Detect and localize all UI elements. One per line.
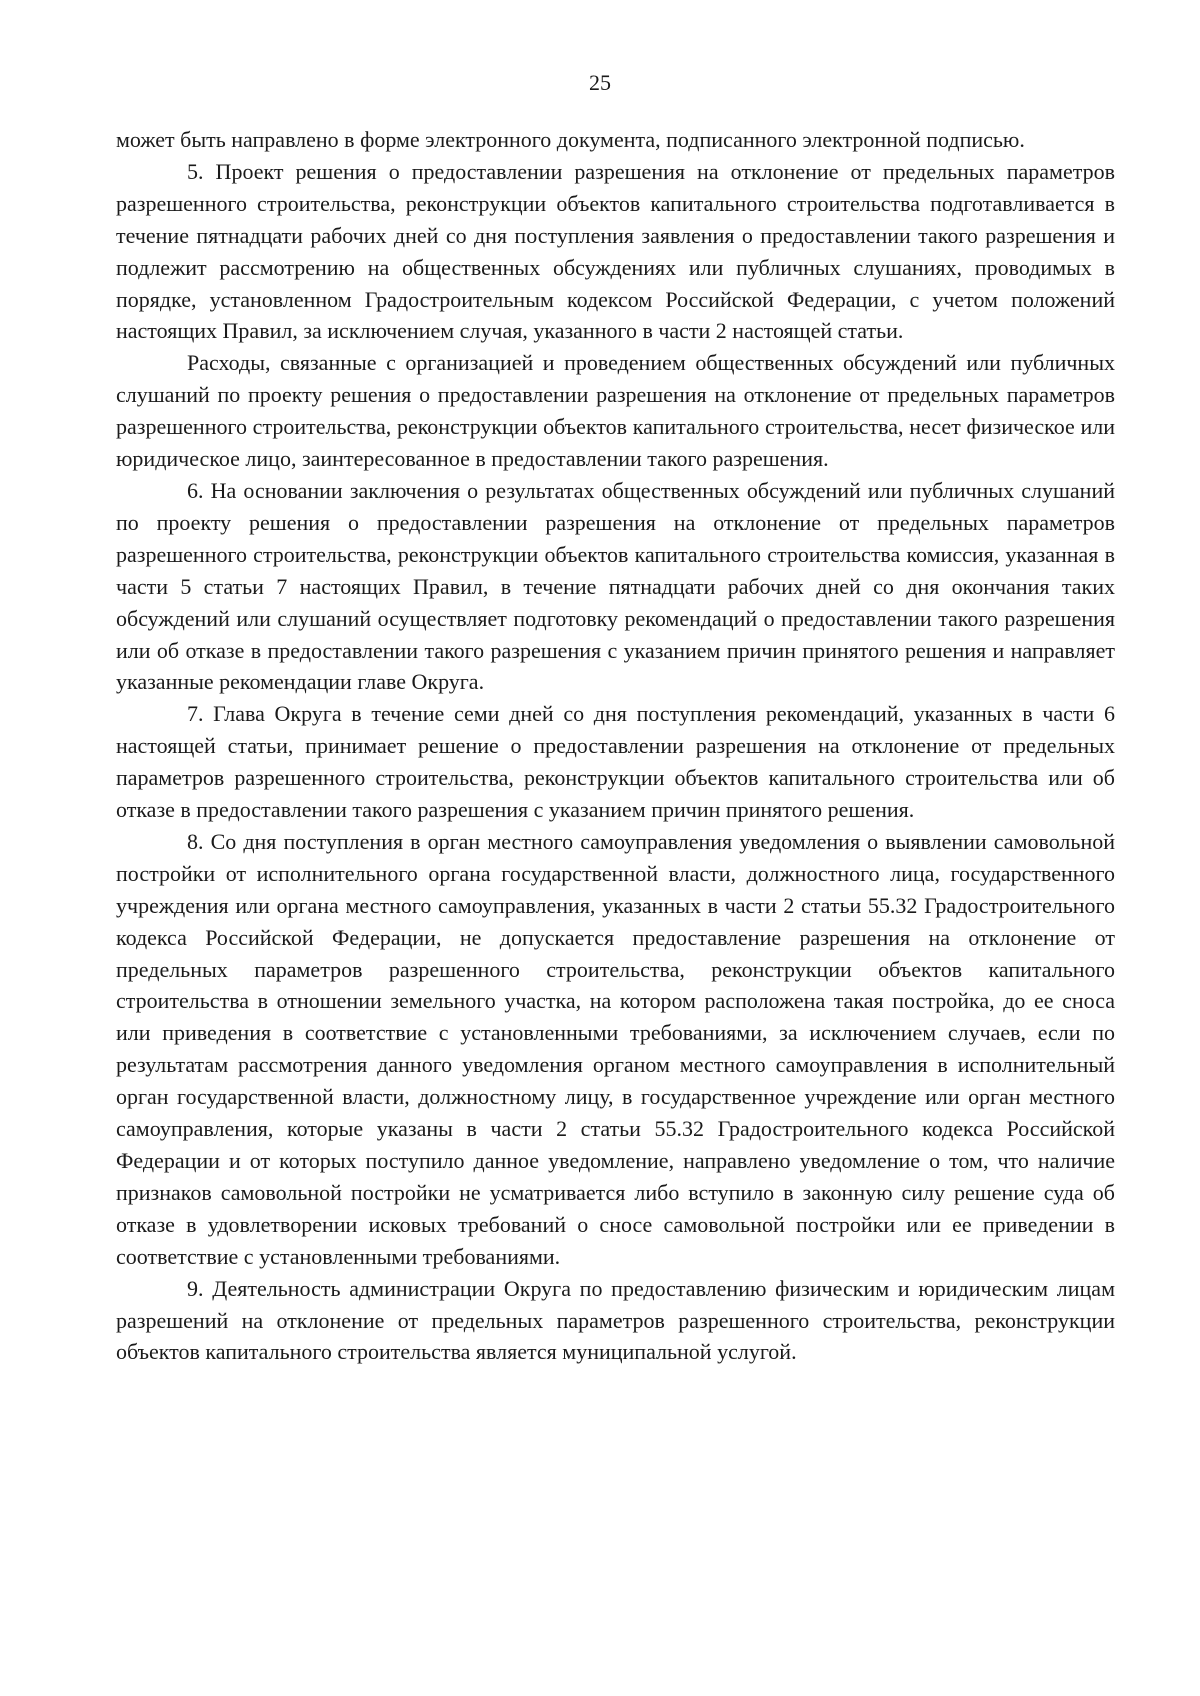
paragraph-expenses: Расходы, связанные с организацией и проведением общественных обсуждений или публичных слушаний по проекту решения о предоставлении разрешения на отклонение от предельных параметров разрешенного строительства, реконструкции объектов капитального строительства, несет физическое или юридическое лицо, заинтересованное в предоставлении такого разрешения. <box>116 350 1115 472</box>
paragraph-clause-6: 6. На основании заключения о результатах общественных обсуждений или публичных слушаний по проекту решения о предоставлении разрешения на отклонение от предельных параметров разрешенного строительства, реконструкции объектов капитального строительства комиссия, указанная в части 5 статьи 7 настоящих Правил, в течение пятнадцати рабочих дней со дня окончания таких обсуждений или слушаний осуществляет подготовку рекомендаций о предоставлении такого разрешения или об отказе в предоставлении такого разрешения с указанием причин принятого решения и направляет указанные рекомендации главе Округа. <box>116 477 1115 695</box>
paragraph-clause-9: 9. Деятельность администрации Округа по предоставлению физическим и юридическим лицам разрешений на отклонение от предельных параметров разрешенного строительства, реконструкции объектов капитального строительства является муниципальной услугой. <box>116 1275 1115 1365</box>
paragraph-clause-5: 5. Проект решения о предоставлении разрешения на отклонение от предельных параметров разрешенного строительства, реконструкции объектов капитального строительства подготавливается в течение пятнадцати рабочих дней со дня поступления заявления о предоставлении такого разрешения и подлежит рассмотрению на общественных обсуждениях или публичных слушаниях, проводимых в порядке, установленном Градостроительным кодексом Российской Федерации, с учетом положений настоящих Правил, за исключением случая, указанного в части 2 настоящей статьи. <box>116 158 1115 344</box>
paragraph-clause-7: 7. Глава Округа в течение семи дней со дня поступления рекомендаций, указанных в части 6 настоящей статьи, принимает решение о предоставлении разрешения на отклонение от предельных параметров разрешенного строительства, реконструкции объектов капитального строительства или об отказе в предоставлении такого разрешения с указанием причин принятого решения. <box>116 701 1115 823</box>
paragraph-clause-8: 8. Со дня поступления в орган местного самоуправления уведомления о выявлении самовольной постройки от исполнительного органа государственной власти, должностного лица, государственного учреждения или органа местного самоуправления, указанных в части 2 статьи 55.32 Градостроительного кодекса Российской Федерации, не допускается предоставление разрешения на отклонение от предельных параметров разрешенного строительства, реконструкции объектов капитального строительства в отношении земельного участка, на котором расположена такая постройка, до ее сноса или приведения в соответствие с установленными требованиями, за исключением случаев, если по результатам рассмотрения данного уведомления органом местного самоуправления в исполнительный орган государственной власти, должностному лицу, в государственное учреждение или орган местного самоуправления, которые указаны в части 2 статьи 55.32 Градостроительного кодекса Российской Федерации и от которых поступило данное уведомление, направлено уведомление о том, что наличие признаков самовольной постройки не усматривается либо вступило в законную силу решение суда об отказе в удовлетворении исковых требований о сносе самовольной постройки или ее приведении в соответствие с установленными требованиями. <box>116 828 1115 1269</box>
page-number: 25 <box>589 70 611 95</box>
paragraph-continuation: может быть направлено в форме электронного документа, подписанного электронной подписью. <box>116 127 1025 152</box>
document-body <box>116 124 1115 1368</box>
